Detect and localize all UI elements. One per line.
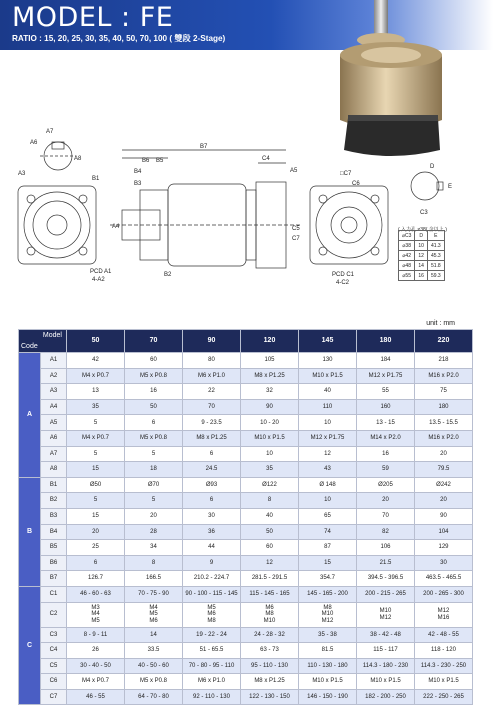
table-cell: 26 — [67, 643, 125, 659]
label-c2: 4-C2 — [336, 280, 350, 286]
table-cell: 118 - 120 — [415, 643, 473, 659]
table-row — [19, 462, 473, 478]
table-cell: 35 — [67, 399, 125, 415]
table-cell: M8 x P1.25 — [241, 368, 299, 384]
label-c4: C4 — [262, 156, 270, 162]
table-cell: 354.7 — [299, 571, 357, 587]
table-cell: 33.5 — [125, 643, 183, 659]
table-cell: M12 x P1.75 — [357, 368, 415, 384]
side-table-header-row — [399, 231, 445, 241]
row-code: A2 — [41, 368, 67, 384]
table-cell: 15 — [299, 555, 357, 571]
table-cell: 5 — [67, 493, 125, 509]
table-cell: M8 x P1.25 — [241, 674, 299, 690]
table-row — [19, 627, 473, 643]
table-row — [19, 524, 473, 540]
row-code: C1 — [41, 586, 67, 602]
table-cell: 281.5 - 291.5 — [241, 571, 299, 587]
table-cell: 122 - 130 - 150 — [241, 689, 299, 705]
table-cell: 21.5 — [357, 555, 415, 571]
table-cell: 42 - 48 - 55 — [415, 627, 473, 643]
label-pcd-a1: PCD A1 — [90, 269, 112, 275]
row-code: B6 — [41, 555, 67, 571]
table-cell: 160 — [357, 399, 415, 415]
table-cell: 82 — [357, 524, 415, 540]
table-cell: 210.2 - 224.7 — [183, 571, 241, 587]
table-row — [19, 643, 473, 659]
table-row — [19, 689, 473, 705]
table-cell: 81.5 — [299, 643, 357, 659]
table-cell: 15 — [67, 462, 125, 478]
label-pcd-c1: PCD C1 — [332, 272, 355, 278]
table-cell: 115 - 117 — [357, 643, 415, 659]
table-cell: 70 - 75 - 90 — [125, 586, 183, 602]
label-d: D — [430, 164, 435, 170]
table-cell: M4 M5 M6 — [125, 602, 183, 627]
table-row — [19, 368, 473, 384]
table-cell: 30 - 40 - 50 — [67, 658, 125, 674]
table-cell: 63 - 73 — [241, 643, 299, 659]
table-cell: M6 M8 M10 — [241, 602, 299, 627]
table-cell: 200 - 215 - 265 — [357, 586, 415, 602]
table-cell: M6 x P1.0 — [183, 674, 241, 690]
table-cell: 145 - 165 - 200 — [299, 586, 357, 602]
side-table-cell: ⌀38 — [399, 241, 415, 251]
table-cell: 46 - 60 - 63 — [67, 586, 125, 602]
table-cell: 10 — [241, 446, 299, 462]
table-cell: 10 — [299, 415, 357, 431]
table-cell: 218 — [415, 353, 473, 369]
table-cell: 20 — [415, 493, 473, 509]
table-cell: 22 — [183, 384, 241, 400]
side-table-cell: ⌀55 — [399, 271, 415, 281]
row-code: A4 — [41, 399, 67, 415]
side-table-header: E — [427, 231, 444, 241]
table-cell: 12 — [299, 446, 357, 462]
table-cell: 9 — [183, 555, 241, 571]
table-cell: Ø70 — [125, 477, 183, 493]
table-cell: 129 — [415, 540, 473, 556]
table-cell: M10 x P1.5 — [299, 674, 357, 690]
table-cell: 50 — [125, 399, 183, 415]
table-row — [19, 353, 473, 369]
row-code: C4 — [41, 643, 67, 659]
table-cell: 35 — [241, 462, 299, 478]
table-cell: 130 — [299, 353, 357, 369]
table-cell: 20 — [125, 508, 183, 524]
side-table-cell: 16 — [415, 271, 428, 281]
table-cell: M10 x P1.5 — [299, 368, 357, 384]
label-b1: B1 — [92, 176, 100, 182]
row-code: B4 — [41, 524, 67, 540]
table-cell: 40 - 50 - 60 — [125, 658, 183, 674]
table-cell: 463.5 - 465.5 — [415, 571, 473, 587]
row-code: C3 — [41, 627, 67, 643]
table-cell: 46 - 55 — [67, 689, 125, 705]
table-cell: 35 - 38 — [299, 627, 357, 643]
table-cell: 9 - 23.5 — [183, 415, 241, 431]
label-b4: B4 — [134, 169, 142, 175]
table-cell: 105 — [241, 353, 299, 369]
row-code: C2 — [41, 602, 67, 627]
side-table-cell: ⌀48 — [399, 261, 415, 271]
table-cell: 70 - 80 - 95 - 110 — [183, 658, 241, 674]
row-code: C6 — [41, 674, 67, 690]
table-cell: 55 — [357, 384, 415, 400]
label-c6: C6 — [352, 181, 360, 187]
side-table-header: ⌀C3 — [399, 231, 415, 241]
table-cell: M4 x P0.7 — [67, 368, 125, 384]
row-code: B3 — [41, 508, 67, 524]
table-cell: 114.3 - 230 - 250 — [415, 658, 473, 674]
table-row — [19, 508, 473, 524]
table-cell: 14 — [125, 627, 183, 643]
table-cell: 92 - 110 - 130 — [183, 689, 241, 705]
model-header: 180 — [357, 330, 415, 353]
table-row — [19, 540, 473, 556]
table-cell: 60 — [125, 353, 183, 369]
label-a3: A3 — [18, 171, 26, 177]
table-cell: 13.5 - 15.5 — [415, 415, 473, 431]
table-cell: 200 - 265 - 300 — [415, 586, 473, 602]
table-cell: 20 — [357, 493, 415, 509]
table-cell: 126.7 — [67, 571, 125, 587]
table-row — [19, 586, 473, 602]
group-label: A — [19, 353, 41, 478]
table-cell: 20 — [415, 446, 473, 462]
side-table-cell: ⌀42 — [399, 251, 415, 261]
table-cell: 50 — [241, 524, 299, 540]
table-cell: 110 - 130 - 180 — [299, 658, 357, 674]
label-b7: B7 — [200, 144, 208, 150]
table-row — [19, 430, 473, 446]
table-cell: M3 M4 M5 — [67, 602, 125, 627]
table-cell: 16 — [357, 446, 415, 462]
table-cell: 24 - 28 - 32 — [241, 627, 299, 643]
table-cell: 104 — [415, 524, 473, 540]
table-cell: 90 - 100 - 115 - 145 — [183, 586, 241, 602]
table-cell: M5 M6 M8 — [183, 602, 241, 627]
table-cell: 70 — [357, 508, 415, 524]
table-cell: 16 — [125, 384, 183, 400]
side-table-cell: 41.3 — [427, 241, 444, 251]
table-cell: 184 — [357, 353, 415, 369]
table-cell: 15 — [67, 508, 125, 524]
label-e: E — [448, 184, 453, 190]
table-cell: M14 x P2.0 — [357, 430, 415, 446]
table-cell: M5 x P0.8 — [125, 368, 183, 384]
table-cell: 79.5 — [415, 462, 473, 478]
label-b5: B5 — [156, 158, 164, 164]
side-table-row — [399, 251, 445, 261]
table-cell: 25 — [67, 540, 125, 556]
table-cell: 20 — [67, 524, 125, 540]
ratio-line: RATIO : 15, 20, 25, 30, 35, 40, 50, 70, 100 ( 雙段 2-Stage) — [12, 34, 226, 43]
table-cell: 8 — [241, 493, 299, 509]
table-cell: M16 x P2.0 — [415, 368, 473, 384]
table-cell: 28 — [125, 524, 183, 540]
side-table-row — [399, 261, 445, 271]
table-cell: 30 — [415, 555, 473, 571]
table-cell: 38 - 42 - 48 — [357, 627, 415, 643]
model-header: 50 — [67, 330, 125, 353]
table-cell: 19 - 22 - 24 — [183, 627, 241, 643]
row-code: A3 — [41, 384, 67, 400]
table-cell: M5 x P0.8 — [125, 430, 183, 446]
table-cell: 6 — [183, 446, 241, 462]
table-cell: 44 — [183, 540, 241, 556]
table-cell: M5 x P0.8 — [125, 674, 183, 690]
table-cell: 24.5 — [183, 462, 241, 478]
group-label: B — [19, 477, 41, 586]
table-cell: 110 — [299, 399, 357, 415]
table-cell: Ø242 — [415, 477, 473, 493]
model-header: 220 — [415, 330, 473, 353]
table-row — [19, 571, 473, 587]
side-table-cell: 45.3 — [427, 251, 444, 261]
row-code: B2 — [41, 493, 67, 509]
row-code: A6 — [41, 430, 67, 446]
table-cell: 13 - 15 — [357, 415, 415, 431]
table-row — [19, 658, 473, 674]
table-cell: 8 — [125, 555, 183, 571]
table-cell: 5 — [125, 446, 183, 462]
table-row — [19, 555, 473, 571]
table-cell: 5 — [67, 415, 125, 431]
table-cell: 74 — [299, 524, 357, 540]
table-cell: 51 - 65.5 — [183, 643, 241, 659]
table-cell: M16 x P2.0 — [415, 430, 473, 446]
table-cell: 75 — [415, 384, 473, 400]
label-a7: A7 — [46, 129, 54, 135]
side-table-cell: 12 — [415, 251, 428, 261]
table-cell: 64 - 70 - 80 — [125, 689, 183, 705]
table-cell: 90 — [415, 508, 473, 524]
table-cell: 115 - 145 - 165 — [241, 586, 299, 602]
label-a2: 4-A2 — [92, 277, 105, 283]
row-code: A7 — [41, 446, 67, 462]
table-cell: 87 — [299, 540, 357, 556]
table-cell: 10 — [299, 493, 357, 509]
table-corner-header — [19, 330, 67, 353]
table-cell: 59 — [357, 462, 415, 478]
unit-label: unit : mm — [426, 320, 455, 327]
table-cell: 34 — [125, 540, 183, 556]
table-cell: 106 — [357, 540, 415, 556]
label-a5: A5 — [290, 168, 298, 174]
table-cell: 182 - 200 - 250 — [357, 689, 415, 705]
label-b6: B6 — [142, 158, 150, 164]
table-cell: 30 — [183, 508, 241, 524]
table-cell: 42 — [67, 353, 125, 369]
table-cell: 6 — [125, 415, 183, 431]
side-table-cell: 14 — [415, 261, 428, 271]
side-table-cell: 59.3 — [427, 271, 444, 281]
table-cell: 8 - 9 - 11 — [67, 627, 125, 643]
side-table-cell: 10 — [415, 241, 428, 251]
row-code: B1 — [41, 477, 67, 493]
corner-code-label: Code — [21, 342, 38, 350]
row-code: A1 — [41, 353, 67, 369]
model-header: 120 — [241, 330, 299, 353]
table-cell: 146 - 150 - 190 — [299, 689, 357, 705]
table-cell: 40 — [241, 508, 299, 524]
table-cell: M4 x P0.7 — [67, 430, 125, 446]
table-row — [19, 477, 473, 493]
table-row — [19, 399, 473, 415]
table-cell: 80 — [183, 353, 241, 369]
table-cell: M10 x P1.5 — [415, 674, 473, 690]
table-cell: M10 x P1.5 — [357, 674, 415, 690]
corner-model-label: Model — [42, 332, 62, 339]
side-table-cell: 51.8 — [427, 261, 444, 271]
table-cell: M10 M12 — [357, 602, 415, 627]
table-cell: M10 x P1.5 — [241, 430, 299, 446]
label-b2: B2 — [164, 272, 172, 278]
table-cell: 65 — [299, 508, 357, 524]
table-cell: 18 — [125, 462, 183, 478]
table-cell: 5 — [67, 446, 125, 462]
table-cell: 5 — [125, 493, 183, 509]
table-cell: 95 - 110 - 130 — [241, 658, 299, 674]
side-table-header: D — [415, 231, 428, 241]
table-cell: 43 — [299, 462, 357, 478]
table-cell: 12 — [241, 555, 299, 571]
table-cell: 60 — [241, 540, 299, 556]
model-header: 145 — [299, 330, 357, 353]
row-code: C7 — [41, 689, 67, 705]
table-row — [19, 493, 473, 509]
table-row — [19, 602, 473, 627]
row-code: A8 — [41, 462, 67, 478]
table-cell: 114.3 - 180 - 230 — [357, 658, 415, 674]
table-cell: 40 — [299, 384, 357, 400]
table-cell: Ø50 — [67, 477, 125, 493]
table-cell: 10 - 20 — [241, 415, 299, 431]
table-cell: M12 x P1.75 — [299, 430, 357, 446]
table-cell: 6 — [67, 555, 125, 571]
table-row — [19, 674, 473, 690]
side-table-note: ( 入力孔 ≠38( 含以上 ) — [398, 227, 447, 233]
row-code: A5 — [41, 415, 67, 431]
table-cell: M8 M10 M12 — [299, 602, 357, 627]
label-c7: C7 — [292, 236, 300, 242]
label-a4: A4 — [112, 224, 120, 230]
table-cell: 32 — [241, 384, 299, 400]
table-row — [19, 384, 473, 400]
row-code: B5 — [41, 540, 67, 556]
row-code: B7 — [41, 571, 67, 587]
label-a8: A8 — [74, 156, 82, 162]
table-cell: M6 x P1.0 — [183, 368, 241, 384]
table-cell: 166.5 — [125, 571, 183, 587]
group-label: C — [19, 586, 41, 705]
table-row — [19, 415, 473, 431]
model-header: 90 — [183, 330, 241, 353]
label-b3: B3 — [134, 181, 142, 187]
table-cell: 222 - 250 - 265 — [415, 689, 473, 705]
table-cell: Ø122 — [241, 477, 299, 493]
side-table-row — [399, 271, 445, 281]
table-cell: M4 x P0.7 — [67, 674, 125, 690]
page-title: MODEL : FE — [12, 2, 174, 33]
table-cell: Ø 148 — [299, 477, 357, 493]
table-cell: Ø93 — [183, 477, 241, 493]
table-cell: Ø205 — [357, 477, 415, 493]
table-cell: 6 — [183, 493, 241, 509]
label-a6: A6 — [30, 140, 38, 146]
table-cell: 36 — [183, 524, 241, 540]
table-cell: M8 x P1.25 — [183, 430, 241, 446]
table-cell: M12 M16 — [415, 602, 473, 627]
table-row — [19, 446, 473, 462]
input-bore-table — [398, 230, 445, 281]
table-cell: 70 — [183, 399, 241, 415]
label-c3: C3 — [420, 210, 428, 216]
row-code: C5 — [41, 658, 67, 674]
side-table-row — [399, 241, 445, 251]
dimension-spec-table — [18, 329, 473, 705]
table-cell: 180 — [415, 399, 473, 415]
label-c5: C5 — [292, 226, 300, 232]
table-cell: 13 — [67, 384, 125, 400]
model-header: 70 — [125, 330, 183, 353]
table-cell: 394.5 - 396.5 — [357, 571, 415, 587]
table-cell: 90 — [241, 399, 299, 415]
label-c7-square: □C7 — [340, 171, 352, 177]
